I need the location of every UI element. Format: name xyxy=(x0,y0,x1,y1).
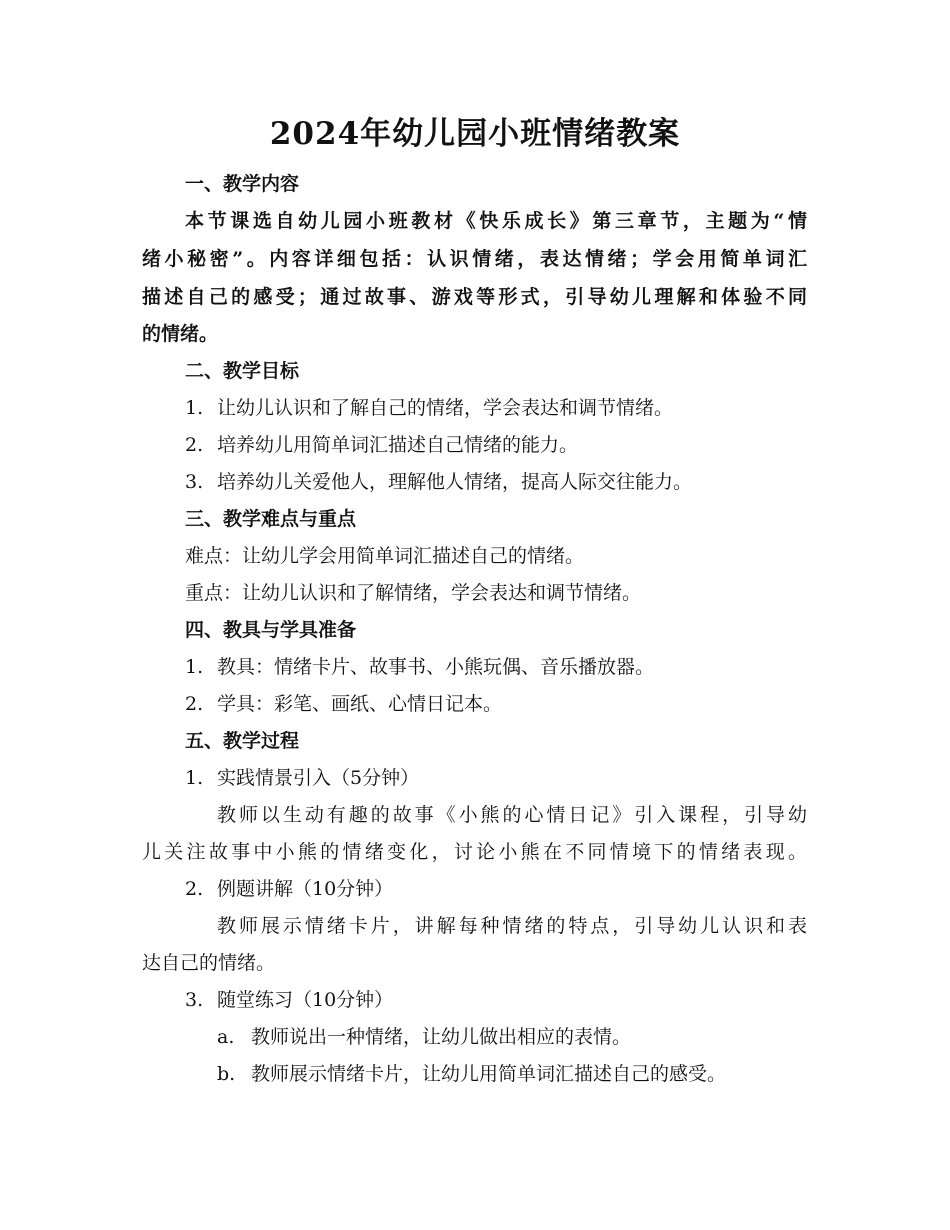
objective-number: 3. xyxy=(185,471,204,493)
section-4-heading: 四、教具与学具准备 xyxy=(185,619,357,641)
material-number: 1. xyxy=(185,656,204,678)
objective-text: 培养幼儿关爱他人，理解他人情绪，提高人际交往能力。 xyxy=(217,471,693,493)
objective-number: 2. xyxy=(185,434,204,456)
process-step xyxy=(185,982,850,1019)
section-1-line-4: 的情绪。 xyxy=(142,323,219,345)
objective-item xyxy=(185,390,850,427)
material-number: 2. xyxy=(185,693,204,715)
document-title: 2024年幼儿园小班情绪教案 xyxy=(269,116,681,152)
material-item xyxy=(185,686,850,723)
process-step xyxy=(185,760,850,797)
practice-item xyxy=(217,1019,807,1056)
process-step xyxy=(185,871,850,908)
step-title: 随堂练习（10分钟） xyxy=(217,989,394,1011)
step-2-para-line-2: 达自己的情绪。 xyxy=(142,952,276,974)
step-number: 1. xyxy=(185,767,204,789)
section-5-heading: 五、教学过程 xyxy=(185,730,300,752)
objective-text: 培养幼儿用简单词汇描述自己情绪的能力。 xyxy=(217,434,579,456)
objective-number: 1. xyxy=(185,397,204,419)
practice-letter: b. xyxy=(217,1063,236,1085)
material-text: 学具：彩笔、画纸、心情日记本。 xyxy=(217,693,503,715)
objective-item xyxy=(185,464,850,501)
practice-letter: a. xyxy=(217,1026,235,1048)
step-number: 2. xyxy=(185,878,204,900)
section-1-line-2: 绪小秘密”。内容详细包括：认识情绪，表达情绪；学会用简单词汇 xyxy=(142,248,807,270)
material-item xyxy=(185,649,850,686)
step-title: 实践情景引入（5分钟） xyxy=(217,767,420,789)
objective-item xyxy=(185,427,850,464)
step-number: 3. xyxy=(185,989,204,1011)
section-1-line-1: 本节课选自幼儿园小班教材《快乐成长》第三章节，主题为“情 xyxy=(185,210,807,232)
practice-text: 教师说出一种情绪，让幼儿做出相应的表情。 xyxy=(251,1026,632,1048)
material-text: 教具：情绪卡片、故事书、小熊玩偶、音乐播放器。 xyxy=(217,656,655,678)
difficulty-text: 难点：让幼儿学会用简单词汇描述自己的情绪。 xyxy=(185,545,585,567)
section-1-line-3: 描述自己的感受；通过故事、游戏等形式，引导幼儿理解和体验不同 xyxy=(142,286,807,308)
step-2-para-line-1: 教师展示情绪卡片，讲解每种情绪的特点，引导幼儿认识和表 xyxy=(217,915,807,937)
practice-item xyxy=(217,1056,807,1093)
section-2-heading: 二、教学目标 xyxy=(185,360,300,382)
step-1-para-line-1: 教师以生动有趣的故事《小熊的心情日记》引入课程，引导幼 xyxy=(217,804,807,826)
section-3-heading: 三、教学难点与重点 xyxy=(185,508,357,530)
step-title: 例题讲解（10分钟） xyxy=(217,878,394,900)
key-point-text: 重点：让幼儿认识和了解情绪，学会表达和调节情绪。 xyxy=(185,582,642,604)
practice-text: 教师展示情绪卡片，让幼儿用简单词汇描述自己的感受。 xyxy=(251,1063,727,1085)
objective-text: 让幼儿认识和了解自己的情绪，学会表达和调节情绪。 xyxy=(217,397,674,419)
step-1-para-line-2: 儿关注故事中小熊的情绪变化，讨论小熊在不同情境下的情绪表现。 xyxy=(142,841,807,863)
section-1-heading: 一、教学内容 xyxy=(185,173,300,195)
